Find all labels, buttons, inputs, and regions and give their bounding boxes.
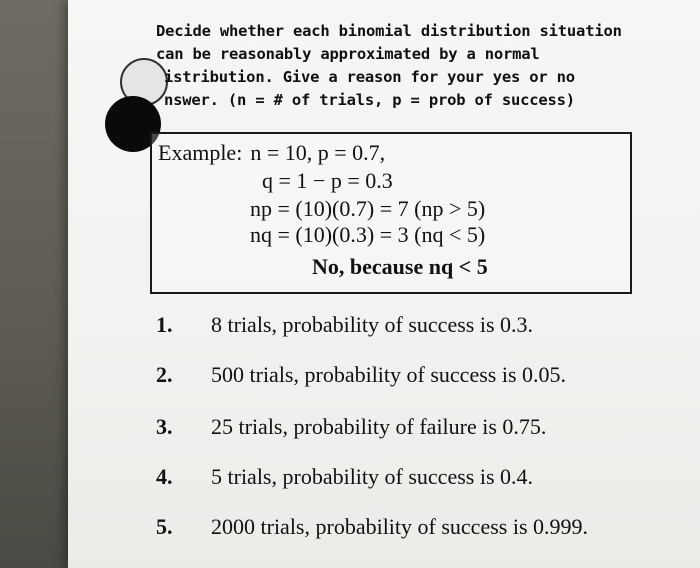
example-label: Example: xyxy=(158,140,243,165)
problem-number: 1. xyxy=(156,312,173,337)
problem-text: 2000 trials, probability of success is 0.999. xyxy=(211,514,589,539)
instructions-line-3: istribution. Give a reason for your yes or no xyxy=(164,68,575,86)
example-q-line: q = 1 − p = 0.3 xyxy=(262,168,393,193)
instructions-block xyxy=(156,20,656,112)
example-nq-line: nq = (10)(0.3) = 3 (nq < 5) xyxy=(250,222,486,247)
example-given-line xyxy=(158,140,385,166)
problem-text: 25 trials, probability of failure is 0.75. xyxy=(211,414,547,439)
problem-number: 4. xyxy=(156,464,173,489)
problem-text: 5 trials, probability of success is 0.4. xyxy=(211,464,534,489)
instructions-line-2: can be reasonably approximated by a normal xyxy=(156,45,540,63)
instructions-line-1: Decide whether each binomial distribution situation xyxy=(156,22,622,40)
problem-number: 2. xyxy=(156,362,173,387)
example-conclusion: No, because nq < 5 xyxy=(312,254,488,279)
problem-text: 8 trials, probability of success is 0.3. xyxy=(211,312,534,337)
example-given: n = 10, p = 0.7, xyxy=(250,140,386,165)
problem-text: 500 trials, probability of success is 0.05. xyxy=(211,362,567,387)
instructions-line-4: nswer. (n = # of trials, p = prob of success) xyxy=(164,91,575,109)
example-np-line: np = (10)(0.7) = 7 (np > 5) xyxy=(250,196,486,221)
problem-number: 5. xyxy=(156,514,173,539)
problem-number: 3. xyxy=(156,414,173,439)
example-box xyxy=(150,132,632,294)
